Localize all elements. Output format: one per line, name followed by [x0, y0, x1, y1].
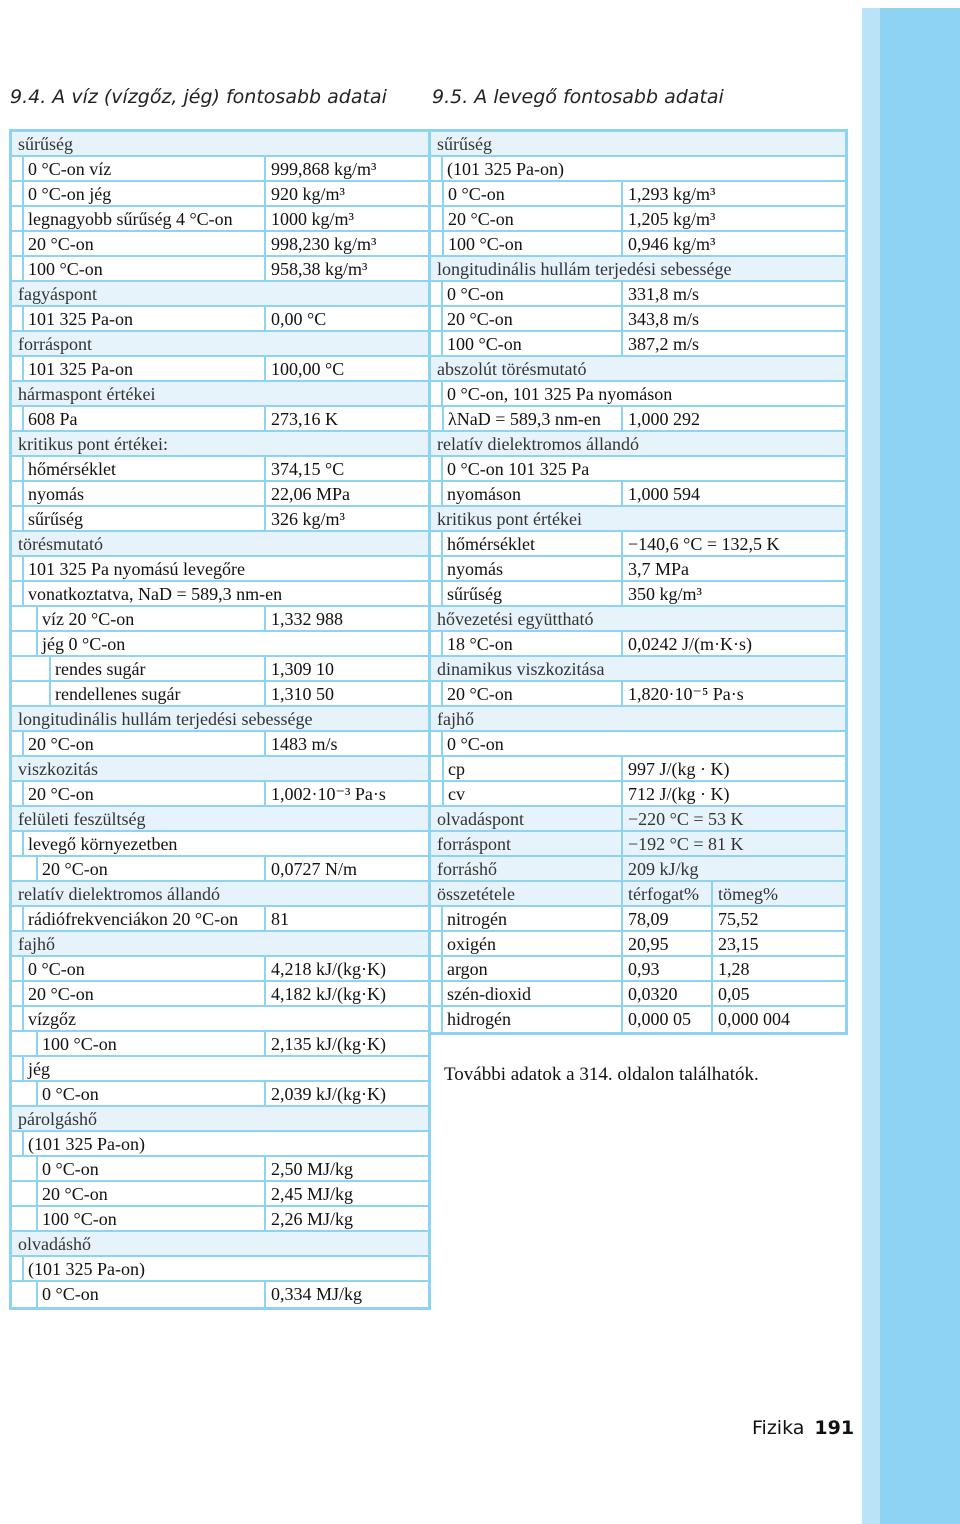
row-label: 0 °C-on, 101 325 Pa nyomáson — [441, 382, 672, 405]
row-label: 20 °C-on — [441, 307, 513, 330]
water-row-12 — [12, 432, 428, 457]
row-value: 0,0242 J/(m·K·s) — [621, 632, 752, 655]
row-label: 20 °C-on — [441, 682, 513, 705]
water-row-25 — [12, 757, 428, 782]
air-row-18 — [431, 582, 845, 607]
row-value: 1000 kg/m³ — [264, 207, 354, 230]
row-value: 998,230 kg/m³ — [264, 232, 376, 255]
row-value: 209 kJ/kg — [621, 857, 699, 880]
row-label: kritikus pont értékei: — [18, 434, 168, 454]
row-label: 100 °C-on — [441, 332, 522, 355]
row-label: hőmérséklet — [441, 532, 535, 555]
row-value: 331,8 m/s — [621, 282, 699, 305]
row-label: relatív dielektromos állandó — [18, 884, 220, 904]
water-data-table — [9, 129, 431, 1310]
row-label: összetétele — [437, 884, 515, 904]
water-row-18 — [12, 582, 428, 607]
air-row-1 — [431, 157, 845, 182]
row-value: 343,8 m/s — [621, 307, 699, 330]
row-value: 0,334 MJ/kg — [264, 1282, 362, 1307]
row-label: 0 °C-on — [36, 1157, 99, 1180]
water-row-26 — [12, 782, 428, 807]
side-band — [862, 8, 960, 1524]
row-label: sűrűség — [22, 507, 83, 530]
air-row-5 — [431, 257, 845, 282]
water-row-36 — [12, 1032, 428, 1057]
row-value: 0,0320 — [621, 982, 678, 1005]
row-value: 350 kg/m³ — [621, 582, 702, 605]
row-label: olvadáspont — [437, 809, 524, 829]
water-row-27 — [12, 807, 428, 832]
air-row-35 — [431, 1007, 845, 1032]
row-label: relatív dielektromos állandó — [437, 434, 639, 454]
row-label: hővezetési együttható — [437, 609, 594, 629]
row-label: 0 °C-on — [441, 732, 504, 755]
row-value: 0,946 kg/m³ — [621, 232, 715, 255]
row-label: 0 °C-on 101 325 Pa — [441, 457, 589, 480]
water-row-29 — [12, 857, 428, 882]
row-value: 920 kg/m³ — [264, 182, 345, 205]
row-value-2: 75,52 — [711, 907, 759, 930]
row-value: 0,0727 N/m — [264, 857, 357, 880]
air-row-33 — [431, 957, 845, 982]
row-label: rendes sugár — [49, 657, 145, 680]
row-label: (101 325 Pa-on) — [441, 157, 564, 180]
air-row-26 — [431, 782, 845, 807]
water-row-38 — [12, 1082, 428, 1107]
row-value: 1,820·10⁻⁵ Pa·s — [621, 682, 744, 705]
row-label: 0 °C-on — [441, 282, 504, 305]
row-value: 1,000 594 — [621, 482, 700, 505]
row-value: 997 J/(kg · K) — [621, 757, 730, 780]
row-value: 2,135 kJ/(kg·K) — [264, 1032, 386, 1055]
row-label: cv — [442, 782, 465, 805]
water-row-24 — [12, 732, 428, 757]
water-row-40 — [12, 1132, 428, 1157]
water-row-28 — [12, 832, 428, 857]
row-label: longitudinális hullám terjedési sebessége — [18, 709, 313, 729]
row-label: oxigén — [441, 932, 496, 955]
row-label: 101 325 Pa-on — [22, 307, 133, 330]
row-label: nyomás — [441, 557, 503, 580]
row-value: 4,218 kJ/(kg·K) — [264, 957, 386, 980]
page-number: 191 — [814, 1417, 855, 1439]
water-row-9 — [12, 357, 428, 382]
row-label: 0 °C-on — [442, 182, 505, 205]
row-label: 0 °C-on — [22, 957, 85, 980]
row-label: hidrogén — [441, 1007, 511, 1032]
water-row-1 — [12, 157, 428, 182]
air-row-7 — [431, 307, 845, 332]
row-label: párolgáshő — [18, 1109, 97, 1129]
water-row-7 — [12, 307, 428, 332]
water-row-16 — [12, 532, 428, 557]
row-label: nyomás — [22, 482, 84, 505]
row-label: forráshő — [437, 859, 497, 879]
row-label: sűrűség — [437, 134, 492, 154]
row-value: 1483 m/s — [264, 732, 338, 755]
row-value: −192 °C = 81 K — [621, 832, 744, 855]
row-value: 1,332 988 — [264, 607, 343, 630]
row-value-2: 1,28 — [711, 957, 750, 980]
air-row-9 — [431, 357, 845, 382]
water-row-23 — [12, 707, 428, 732]
row-label: 20 °C-on — [22, 232, 94, 255]
row-label: 608 Pa — [22, 407, 78, 430]
air-row-28 — [431, 832, 845, 857]
row-label: (101 325 Pa-on) — [22, 1132, 145, 1155]
row-label: hőmérséklet — [22, 457, 116, 480]
air-row-23 — [431, 707, 845, 732]
row-label: rendellenes sugár — [49, 682, 180, 705]
air-row-11 — [431, 407, 845, 432]
row-label: cp — [442, 757, 465, 780]
row-value: 273,16 K — [264, 407, 338, 430]
row-label: 100 °C-on — [442, 232, 523, 255]
air-row-21 — [431, 657, 845, 682]
water-row-46 — [12, 1282, 428, 1307]
row-label: szén-dioxid — [441, 982, 531, 1005]
row-label: 20 °C-on — [36, 857, 108, 880]
row-value: 20,95 — [621, 932, 669, 955]
water-row-30 — [12, 882, 428, 907]
row-value: 2,26 MJ/kg — [264, 1207, 353, 1230]
row-label: (101 325 Pa-on) — [22, 1257, 145, 1280]
row-label: argon — [441, 957, 488, 980]
air-row-16 — [431, 532, 845, 557]
water-row-8 — [12, 332, 428, 357]
row-value: 1,205 kg/m³ — [621, 207, 715, 230]
water-row-42 — [12, 1182, 428, 1207]
water-row-37 — [12, 1057, 428, 1082]
row-label: 0 °C-on jég — [22, 182, 111, 205]
row-label: levegő környezetben — [22, 832, 177, 855]
row-label: forráspont — [437, 834, 511, 854]
row-label: kritikus pont értékei — [437, 509, 582, 529]
row-label: forráspont — [18, 334, 92, 354]
row-label: 101 325 Pa-on — [22, 357, 133, 380]
air-row-12 — [431, 432, 845, 457]
water-row-33 — [12, 957, 428, 982]
air-row-6 — [431, 282, 845, 307]
air-row-19 — [431, 607, 845, 632]
row-label: 100 °C-on — [36, 1207, 117, 1230]
air-row-17 — [431, 557, 845, 582]
row-value: 22,06 MPa — [264, 482, 350, 505]
row-label: fagyáspont — [18, 284, 97, 304]
row-label: nitrogén — [441, 907, 507, 930]
water-row-31 — [12, 907, 428, 932]
water-row-21 — [12, 657, 428, 682]
air-row-8 — [431, 332, 845, 357]
row-label: törésmutató — [18, 534, 103, 554]
water-section-heading: 9.4. A víz (vízgőz, jég) fontosabb adatai — [10, 86, 387, 108]
row-label: abszolút törésmutató — [437, 359, 587, 379]
row-label: 0 °C-on — [36, 1082, 99, 1105]
row-label: sűrűség — [18, 134, 73, 154]
row-value: 0,00 °C — [264, 307, 326, 330]
water-row-10 — [12, 382, 428, 407]
air-row-10 — [431, 382, 845, 407]
air-row-22 — [431, 682, 845, 707]
row-label: nyomáson — [441, 482, 521, 505]
air-row-13 — [431, 457, 845, 482]
row-value: 387,2 m/s — [621, 332, 699, 355]
row-label: longitudinális hullám terjedési sebessége — [437, 259, 732, 279]
row-label: felületi feszültség — [18, 809, 146, 829]
water-row-44 — [12, 1232, 428, 1257]
air-row-2 — [431, 182, 845, 207]
water-row-6 — [12, 282, 428, 307]
water-row-14 — [12, 482, 428, 507]
air-row-4 — [431, 232, 845, 257]
row-label: víz 20 °C-on — [36, 607, 134, 630]
row-value: 958,38 kg/m³ — [264, 257, 367, 280]
row-label: 20 °C-on — [442, 207, 514, 230]
row-value: 1,309 10 — [264, 657, 334, 680]
row-value: 3,7 MPa — [621, 557, 689, 580]
water-row-34 — [12, 982, 428, 1007]
row-value: 2,039 kJ/(kg·K) — [264, 1082, 386, 1105]
water-row-2 — [12, 182, 428, 207]
page-footer — [752, 1417, 854, 1439]
air-row-30 — [431, 882, 845, 907]
row-label: vízgőz — [22, 1007, 76, 1030]
row-label: 20 °C-on — [22, 982, 94, 1005]
air-row-3 — [431, 207, 845, 232]
air-row-31 — [431, 907, 845, 932]
row-label: 0 °C-on — [36, 1282, 99, 1307]
more-data-note: További adatok a 314. oldalon találhatók. — [444, 1064, 759, 1085]
row-value: 81 — [264, 907, 289, 930]
air-section-heading: 9.5. A levegő fontosabb adatai — [432, 86, 724, 108]
row-label: dinamikus viszkozitása — [437, 659, 605, 679]
row-value: 712 J/(kg · K) — [621, 782, 730, 805]
side-band-light — [862, 8, 880, 1524]
air-data-table — [428, 129, 848, 1035]
row-value: 0,000 05 — [621, 1007, 691, 1032]
water-row-5 — [12, 257, 428, 282]
row-value: 2,50 MJ/kg — [264, 1157, 353, 1180]
row-value: 1,000 292 — [621, 407, 700, 430]
water-row-17 — [12, 557, 428, 582]
water-row-3 — [12, 207, 428, 232]
row-value-2: 0,000 004 — [711, 1007, 790, 1032]
row-label: 20 °C-on — [36, 1182, 108, 1205]
row-label: jég 0 °C-on — [36, 632, 125, 655]
row-label: λNaD = 589,3 nm-en — [442, 407, 601, 430]
row-value: −220 °C = 53 K — [621, 807, 744, 830]
row-value: 326 kg/m³ — [264, 507, 345, 530]
row-value: 1,310 50 — [264, 682, 334, 705]
water-row-4 — [12, 232, 428, 257]
row-value-2: 23,15 — [711, 932, 759, 955]
row-value: 1,293 kg/m³ — [621, 182, 715, 205]
row-value: −140,6 °C = 132,5 K — [621, 532, 780, 555]
row-label: rádiófrekvenciákon 20 °C-on — [22, 907, 238, 930]
air-row-15 — [431, 507, 845, 532]
air-row-24 — [431, 732, 845, 757]
row-label: fajhő — [437, 709, 474, 729]
water-row-39 — [12, 1107, 428, 1132]
air-row-29 — [431, 857, 845, 882]
row-label: 20 °C-on — [22, 782, 94, 805]
water-row-20 — [12, 632, 428, 657]
row-value: 374,15 °C — [264, 457, 344, 480]
air-row-34 — [431, 982, 845, 1007]
row-label: hármaspont értékei — [18, 384, 156, 404]
water-row-19 — [12, 607, 428, 632]
water-row-22 — [12, 682, 428, 707]
water-row-43 — [12, 1207, 428, 1232]
water-row-35 — [12, 1007, 428, 1032]
water-row-32 — [12, 932, 428, 957]
row-label: 20 °C-on — [22, 732, 94, 755]
row-value: 1,002·10⁻³ Pa·s — [264, 782, 386, 805]
water-row-0 — [12, 132, 428, 157]
row-label: vonatkoztatva, NaD = 589,3 nm-en — [22, 582, 282, 605]
row-label: legnagyobb sűrűség 4 °C-on — [22, 207, 233, 230]
air-row-20 — [431, 632, 845, 657]
row-label: sűrűség — [441, 582, 502, 605]
row-value: 999,868 kg/m³ — [264, 157, 376, 180]
row-label: jég — [22, 1057, 50, 1080]
row-label: 100 °C-on — [36, 1032, 117, 1055]
water-row-45 — [12, 1257, 428, 1282]
footer-subject: Fizika — [752, 1417, 805, 1439]
water-row-41 — [12, 1157, 428, 1182]
row-label: viszkozitás — [18, 759, 98, 779]
row-label: 100 °C-on — [22, 257, 103, 280]
row-value: 78,09 — [621, 907, 669, 930]
row-value-2: tömeg% — [711, 882, 778, 905]
row-label: 0 °C-on víz — [22, 157, 111, 180]
row-label: fajhő — [18, 934, 55, 954]
water-row-15 — [12, 507, 428, 532]
row-value: térfogat% — [621, 882, 699, 905]
row-label: 101 325 Pa nyomású levegőre — [22, 557, 245, 580]
air-row-27 — [431, 807, 845, 832]
row-value: 2,45 MJ/kg — [264, 1182, 353, 1205]
row-value: 100,00 °C — [264, 357, 344, 380]
air-row-32 — [431, 932, 845, 957]
row-value-2: 0,05 — [711, 982, 750, 1005]
row-value: 0,93 — [621, 957, 660, 980]
air-row-0 — [431, 132, 845, 157]
row-value: 4,182 kJ/(kg·K) — [264, 982, 386, 1005]
water-row-13 — [12, 457, 428, 482]
air-row-25 — [431, 757, 845, 782]
row-label: olvadáshő — [18, 1234, 91, 1254]
water-row-11 — [12, 407, 428, 432]
air-row-14 — [431, 482, 845, 507]
row-label: 18 °C-on — [441, 632, 513, 655]
